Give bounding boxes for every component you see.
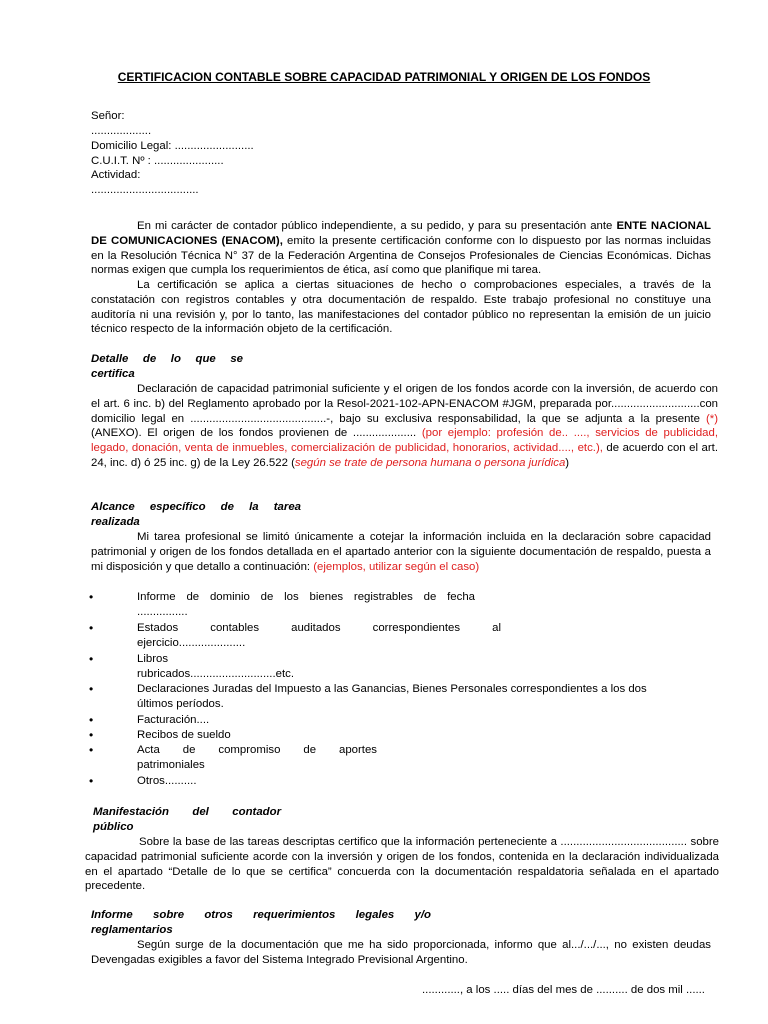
detalle-paragraph (91, 382, 718, 471)
list-item-line-2: rubricados...........................etc. (137, 668, 294, 680)
list-item (137, 621, 501, 651)
list-item: Facturación.... (137, 714, 210, 726)
actividad-label: Actividad: (91, 169, 141, 181)
detalle-heading-line-2: certifica (91, 368, 135, 380)
closing-line: ............, a los ..... días del mes de .......... de dos mil ...... (422, 984, 705, 996)
list-item-line-2: ................ (137, 606, 188, 618)
bullet-icon (89, 621, 99, 635)
informe-heading-line-2: reglamentarios (91, 924, 173, 936)
enacom-name: ENTE NACIONAL DE COMUNICACIONES (ENACOM), (91, 220, 712, 247)
alcance-heading-line-2: realizada (91, 516, 140, 528)
informe-heading-line-1: Informe sobre otros requerimientos legales y/o (91, 909, 431, 921)
manifestacion-heading (93, 805, 281, 835)
persona-note: según se trate de persona humana o persona jurídica (294, 456, 566, 469)
intro-text-a: En mi carácter de contador público independiente, a su pedido, y para su presentación ante (137, 220, 617, 232)
list-item-line-1: Acta de compromiso de aportes (137, 744, 377, 756)
list-item-line-1: Declaraciones Juradas del Impuesto a las Ganancias, Bienes Personales correspondientes a los dos (137, 683, 647, 695)
alcance-paragraph (91, 530, 711, 574)
list-item (137, 743, 377, 773)
document-title: CERTIFICACION CONTABLE SOBRE CAPACIDAD PATRIMONIAL Y ORIGEN DE LOS FONDOS (117, 70, 651, 84)
cuit: C.U.I.T. Nº : ...................... (91, 155, 224, 167)
senor-dots: ................... (91, 125, 152, 137)
detalle-heading-line-1: Detalle de lo que se (91, 353, 243, 365)
bullet-icon (89, 728, 99, 742)
informe-paragraph: Según surge de la documentación que me ha sido proporcionada, informo que al.../.../..., no existen deudas Devengadas exigibles a favor del Sistema Integrado Previsional Argentino. (91, 939, 711, 966)
intro-text-b: emito la presente certificación conforme con lo dispuesto por las normas incluidas en la Resolución Técnica N° 37 de la Federación Argentina de Consejos Profesionales de Ciencias Económicas. Dichas normas exigen que cumpla los requerimientos de ética, así como que planifique mi tarea. (91, 234, 711, 277)
list-item (137, 682, 647, 712)
manifestacion-heading-line-2: público (93, 821, 134, 833)
list-item-line-1: Libros (137, 653, 169, 665)
intro-paragraph-2: La certificación se aplica a ciertas situaciones de hecho o comprobaciones especiales, a través de la constatación con registros contables y otra documentación de respaldo. Este trabajo profesional no constituye una auditoría ni una revisión y, por lo tanto, las manifestaciones del contador público no representan la emisión de un juicio técnico respecto de la información objeto de la certificación. (91, 279, 711, 336)
list-item: Otros.......... (137, 775, 197, 787)
detalle-heading (91, 352, 243, 382)
bullet-icon (89, 743, 99, 757)
list-item: Recibos de sueldo (137, 729, 231, 741)
manifestacion-heading-line-1: Manifestación del contador (93, 806, 281, 818)
manifestacion-paragraph: Sobre la base de las tareas descriptas certifico que la información perteneciente a ........................................ sobre capacidad patrimonial suficiente acorde con la inversión y origen de los fondos, contenida en la declaración individualizada en el apartado “Detalle de lo que se certifica” concuerda con la documentación respaldatoria señalada en el apartado precedente. (85, 836, 719, 893)
alcance-ejemplos-note: (ejemplos, utilizar según el caso) (313, 560, 480, 573)
detalle-text-2: (ANEXO). El origen de los fondos provienen de .................... (91, 427, 422, 440)
domicilio-legal: Domicilio Legal: ......................... (91, 140, 254, 152)
list-item-line-2: patrimoniales (137, 759, 205, 771)
bullet-icon (89, 682, 99, 696)
alcance-heading-line-1: Alcance específico de la tarea (91, 501, 301, 513)
list-item-line-1: Estados contables auditados correspondientes al (137, 622, 501, 634)
bullet-icon (89, 652, 99, 666)
origen-ejemplos: (por ejemplo: profesión de.. ...., servicios de publicidad, legado, donación, venta de inmuebles, comercialización de publicidad, honorarios, actividad...., etc.), (91, 427, 718, 455)
detalle-text-3: de acuerdo con el art. 24, inc. d) ó 25 inc. g) de la Ley 26.522 ( (91, 442, 718, 469)
list-item-line-2: ejercicio..................... (137, 637, 246, 649)
alcance-heading (91, 500, 301, 530)
intro-paragraph-1 (91, 219, 711, 278)
list-item (137, 652, 294, 682)
bullet-icon (89, 774, 99, 788)
actividad-dots: .................................. (91, 184, 199, 196)
list-item (137, 590, 475, 620)
detalle-text-1: Declaración de capacidad patrimonial suficiente y el origen de los fondos acorde con la inversión, de acuerdo con el art. 6 inc. b) del Reglamento aprobado por la Resol-2021-102-APN-ENACOM #JGM, preparada por............................con domicilio legal en ...........................................-, bajo su exclusiva responsabilidad, la que se adjunta a la presente (91, 383, 718, 425)
alcance-text: Mi tarea profesional se limitó únicamente a cotejar la información incluida en la declaración sobre capacidad patrimonial y origen de los fondos detallada en el apartado anterior con la siguiente documentación de respaldo, puesta a mi disposición y que detallo a continuación: (91, 531, 711, 573)
bullet-icon (89, 590, 99, 604)
senor-label: Señor: (91, 110, 125, 122)
list-item-line-2: últimos períodos. (137, 698, 224, 710)
bullet-icon (89, 713, 99, 727)
anexo-marker: (*) (705, 412, 718, 425)
detalle-text-4: ) (565, 456, 570, 469)
informe-heading (91, 908, 431, 938)
list-item-line-1: Informe de dominio de los bienes registrables de fecha (137, 591, 475, 603)
